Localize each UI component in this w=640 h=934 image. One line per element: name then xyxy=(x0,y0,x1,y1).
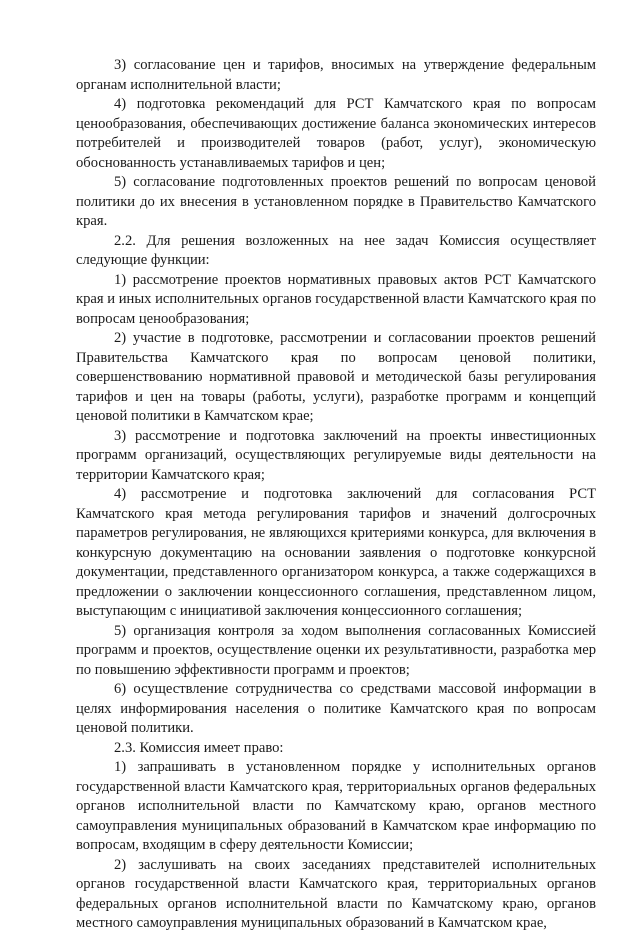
paragraph-item-3-price-approval: 3) согласование цен и тарифов, вносимых на утверждение федеральным органам исполнительной власти; xyxy=(76,57,596,93)
paragraph-function-6: 6) осуществление сотрудничества со средствами массовой информации в целях информирования населения о политике Камчатского края по вопросам ценовой политики. xyxy=(76,681,596,736)
paragraph-function-5: 5) организация контроля за ходом выполнения согласованных Комиссией программ и проектов, осуществление оценки их результативности, разработка мер по повышению эффективности программ и проектов; xyxy=(76,622,596,678)
paragraph-function-3: 3) рассмотрение и подготовка заключений на проекты инвестиционных программ организаций, осуществляющих регулируемые виды деятельности на территории Камчатского края; xyxy=(76,427,596,483)
paragraph-function-4: 4) рассмотрение и подготовка заключений для согласования РСТ Камчатского края метода регулирования тарифов и значений долгосрочных параметров регулирования, не являющихся критериями конкурса, для включения в конкурсную документацию на основании заявления о подготовке конкурсной документации, представленного организатором конкурса, а также содержащихся в предложении о заключении концессионного соглашения, представленном лицом, выступающим с инициативой заключения концессионного соглашения; xyxy=(76,486,596,619)
paragraph-function-2: 2) участие в подготовке, рассмотрении и согласовании проектов решений Правительства Камчатского края по вопросам ценовой политики, совершенствованию нормативной правовой и методической базы регулирования тарифов и цен на товары (работы, услуги), разработке программ и концепций ценовой политики в Камчатском крае; xyxy=(76,330,596,424)
paragraph-right-1: 1) запрашивать в установленном порядке у исполнительных органов государственной власти Камчатского края, территориальных органов федеральных органов исполнительной власти по Камчатскому краю, органов местного самоуправления муниципальных образований в Камчатском крае информацию по вопросам, входящим в сферу деятельности Комиссии; xyxy=(76,759,596,853)
paragraph-item-5-draft-decisions: 5) согласование подготовленных проектов решений по вопросам ценовой политики до их внесения в установленном порядке в Правительство Камчатского края. xyxy=(76,174,596,229)
paragraph-item-4-recommendations: 4) подготовка рекомендаций для РСТ Камчатского края по вопросам ценообразования, обеспечивающих достижение баланса экономических интересов потребителей и производителей товаров (работ, услуг), экономическую обоснованность устанавливаемых тарифов и цен; xyxy=(76,96,596,171)
document-page xyxy=(76,56,596,934)
paragraph-function-1: 1) рассмотрение проектов нормативных правовых актов РСТ Камчатского края и иных исполнительных органов государственной власти Камчатского края по вопросам ценообразования; xyxy=(76,271,596,327)
section-2-2-heading: 2.2. Для решения возложенных на нее задач Комиссия осуществляет следующие функции: xyxy=(76,232,596,268)
section-2-3-heading: 2.3. Комиссия имеет право: xyxy=(114,739,284,756)
paragraph-right-2: 2) заслушивать на своих заседаниях представителей исполнительных органов государственной власти Камчатского края, территориальных органов федеральных органов исполнительной власти по Камчатскому краю, органов местного самоуправления муниципальных образований в Камчатском крае, xyxy=(76,856,596,931)
